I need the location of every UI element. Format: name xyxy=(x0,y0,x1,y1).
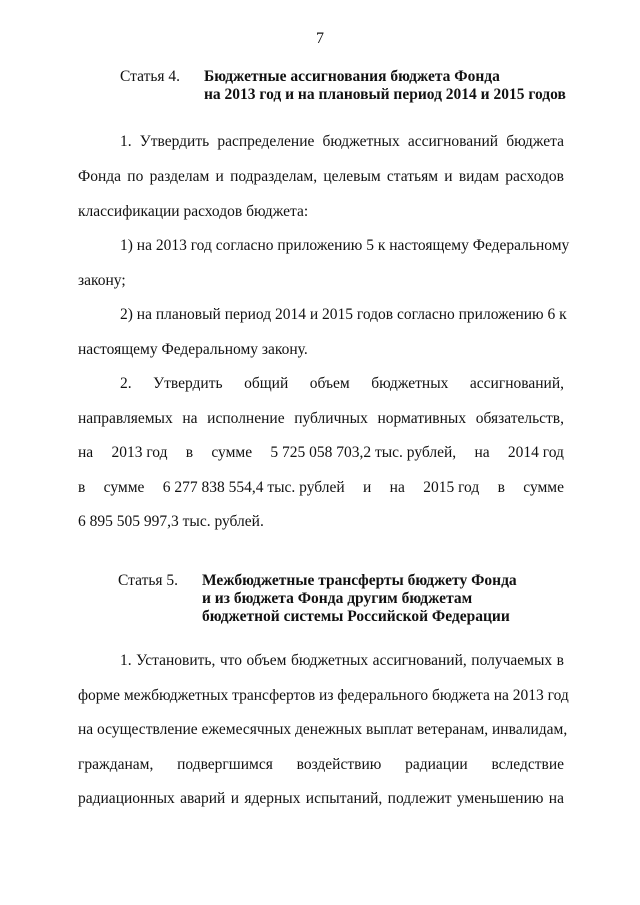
paragraph-line-amount-2015: 6 895 505 997,3 тыс. рублей. xyxy=(78,513,264,530)
paragraph-line: гражданам, подвергшимся воздействию радиации вследствие xyxy=(78,756,564,773)
word: в xyxy=(185,444,194,461)
article-4-title-line-1: Бюджетные ассигнования бюджета Фонда xyxy=(204,68,500,85)
paragraph-line: закону; xyxy=(78,272,126,289)
article-5-title xyxy=(202,572,517,626)
word: 5 725 058 703,2 тыс. рублей, xyxy=(270,444,457,461)
paragraph-line: направляемых на исполнение публичных нормативных обязательств, xyxy=(78,410,564,427)
paragraph-line: форме межбюджетных трансфертов из федерального бюджета на 2013 год xyxy=(78,687,569,704)
paragraph-line: 1. Утвердить распределение бюджетных ассигнований бюджета xyxy=(120,133,564,150)
word: 6 277 838 554,4 тыс. рублей xyxy=(162,479,345,496)
article-5-label: Статья 5. xyxy=(118,572,179,589)
paragraph-line: 2) на плановый период 2014 и 2015 годов согласно приложению 6 к xyxy=(120,306,567,323)
article-5-title-line-2: и из бюджета Фонда другим бюджетам xyxy=(202,590,473,607)
word: 2013 год xyxy=(111,444,168,461)
article-4-label: Статья 4. xyxy=(120,68,181,85)
word: на xyxy=(474,444,490,461)
word: 2014 год xyxy=(507,444,564,461)
word: сумме xyxy=(211,444,253,461)
word: и xyxy=(363,479,372,496)
word: на xyxy=(78,444,94,461)
article-5-heading xyxy=(118,572,578,628)
page-number: 7 xyxy=(316,30,324,47)
paragraph-line: Фонда по разделам и подразделам, целевым статьям и видам расходов xyxy=(78,168,564,185)
word: сумме xyxy=(103,479,145,496)
paragraph-line: настоящему Федеральному закону. xyxy=(78,341,308,358)
article-4-title-line-2: на 2013 год и на плановый период 2014 и 2015 годов xyxy=(204,86,566,103)
paragraph-line: на осуществление ежемесячных денежных выплат ветеранам, инвалидам, xyxy=(78,721,568,738)
paragraph-line-amount-2014 xyxy=(78,478,564,498)
paragraph-line: 1) на 2013 год согласно приложению 5 к настоящему Федеральному xyxy=(120,237,570,254)
paragraph-line-amount-2013 xyxy=(78,443,564,463)
article-5-title-line-3: бюджетной системы Российской Федерации xyxy=(202,608,510,625)
paragraph-line: 2. Утвердить общий объем бюджетных ассигнований, xyxy=(120,375,564,392)
word: 2015 год xyxy=(423,479,480,496)
word: сумме xyxy=(523,479,564,496)
article-4-title xyxy=(204,68,566,104)
paragraph-line: классификации расходов бюджета: xyxy=(78,203,309,220)
article-5-title-line-1: Межбюджетные трансферты бюджету Фонда xyxy=(202,572,517,589)
article-4-heading xyxy=(120,68,580,108)
word: в xyxy=(78,479,86,496)
word: в xyxy=(497,479,505,496)
word: на xyxy=(389,479,405,496)
paragraph-line: радиационных аварий и ядерных испытаний, подлежит уменьшению на xyxy=(78,790,564,807)
paragraph-line: 1. Установить, что объем бюджетных ассигнований, получаемых в xyxy=(120,652,564,669)
